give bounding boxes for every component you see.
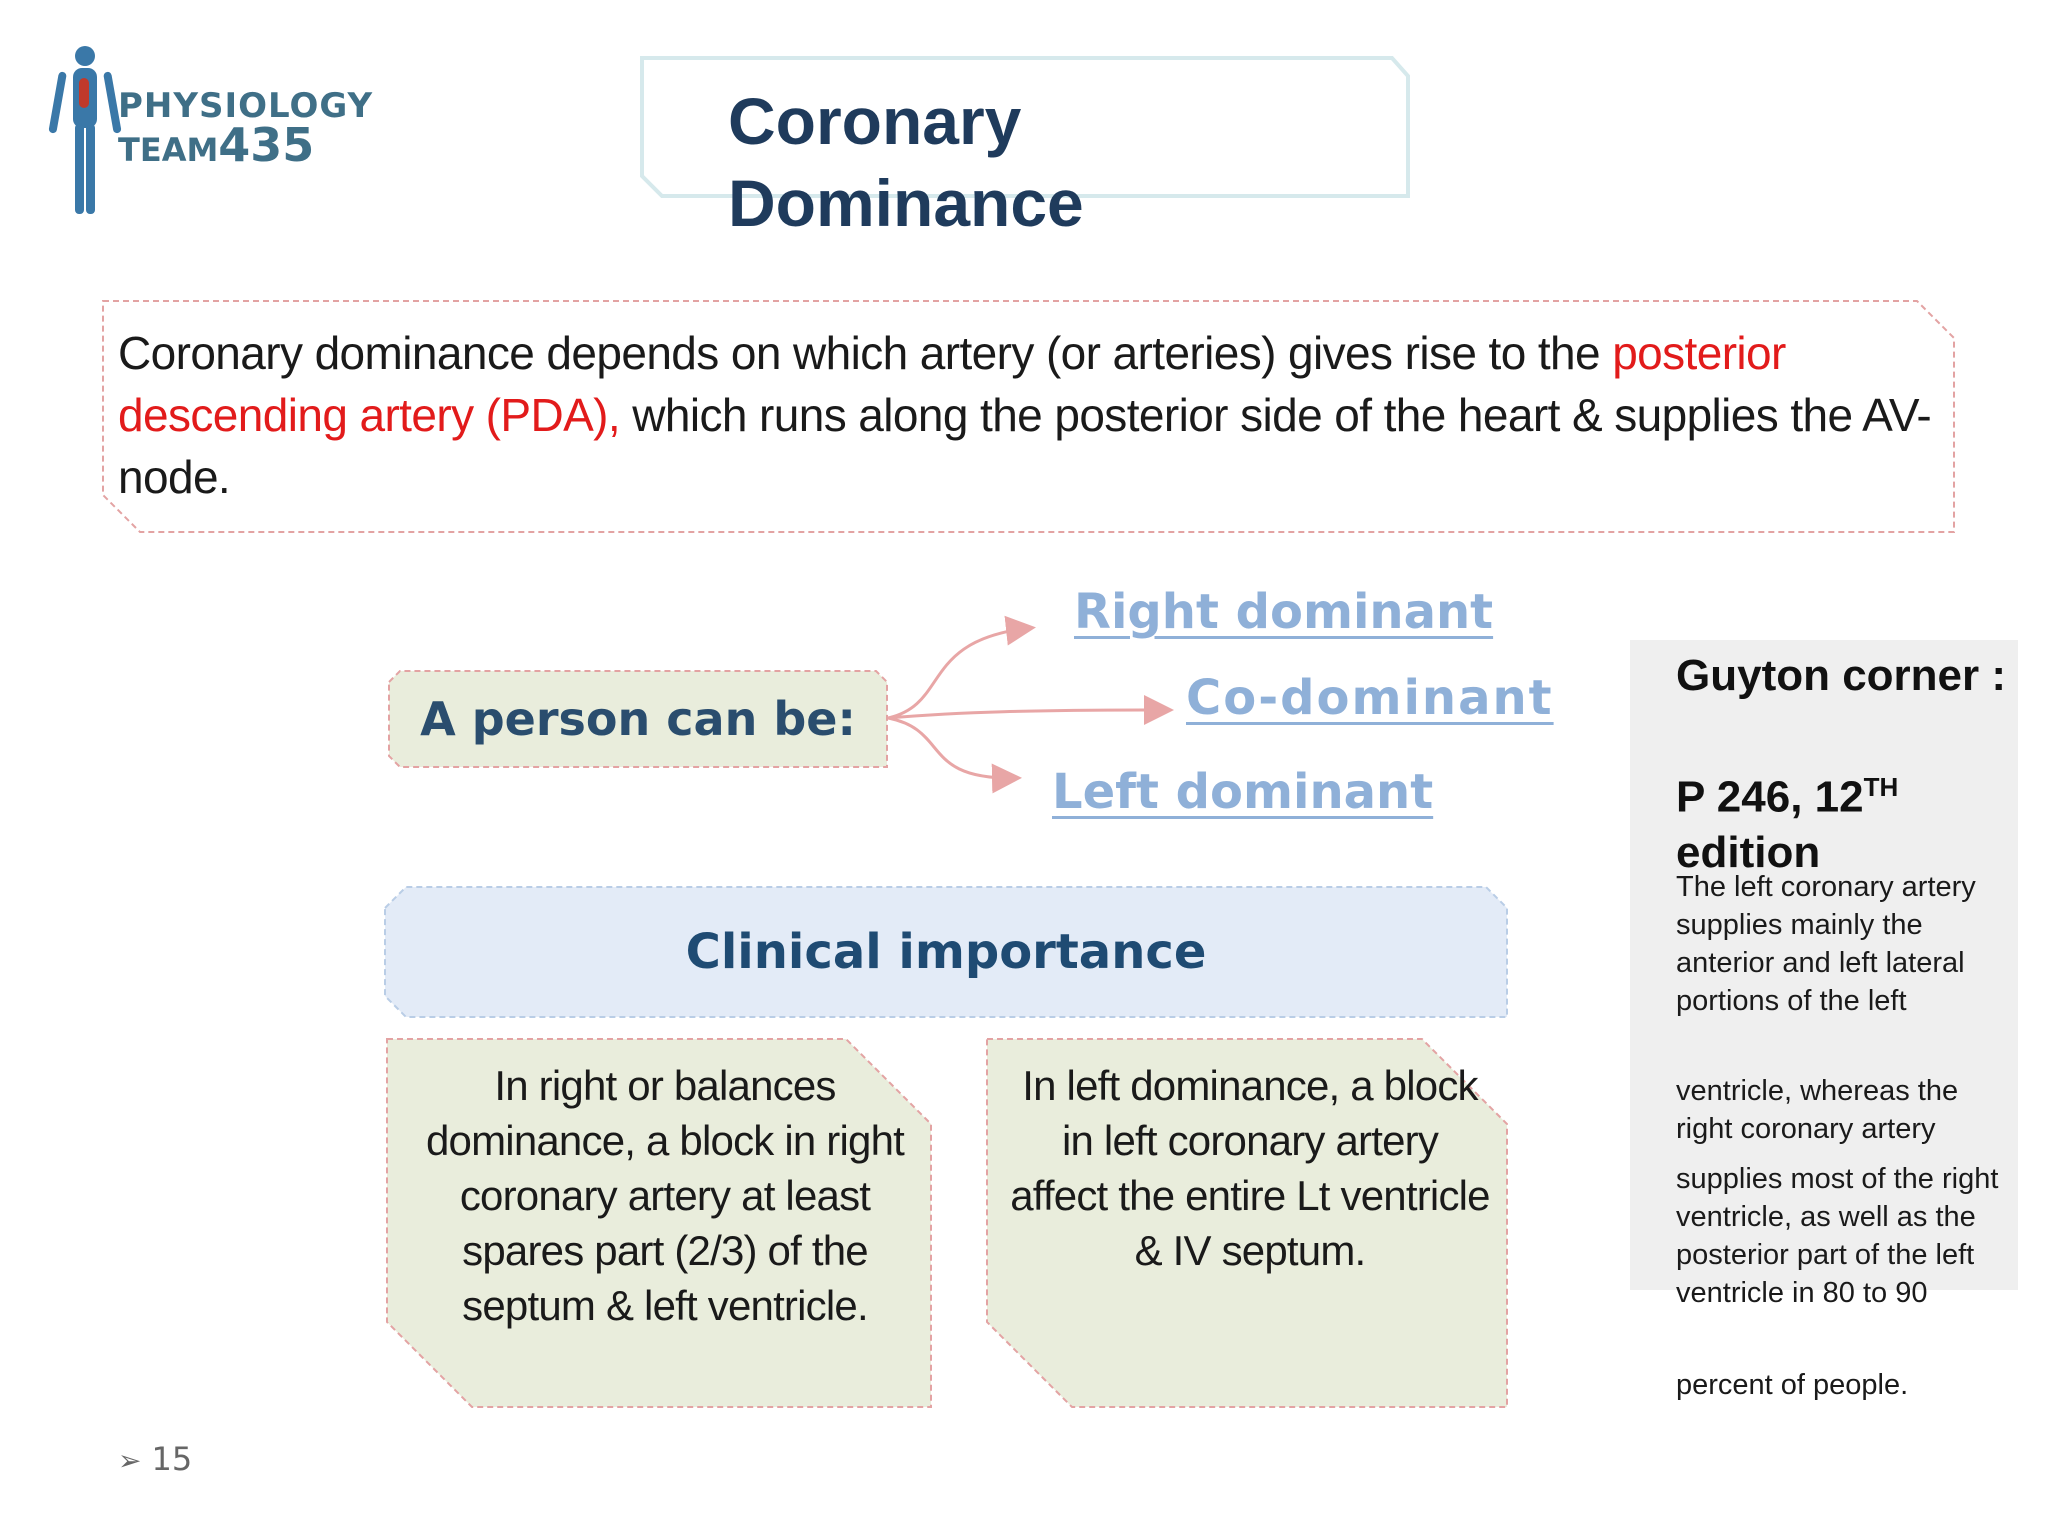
guyton-text-2: ventricle, whereas the right coronary artery <box>1676 1075 1959 1145</box>
human-body-icon <box>48 46 121 214</box>
left-dominant-link[interactable]: Left dominant <box>1052 764 1434 820</box>
guyton-text-1: The left coronary artery supplies mainly the anterior and left lateral portions of the left <box>1676 871 1976 1017</box>
page-number: ➢ 15 <box>118 1440 193 1478</box>
person-can-be-label: A person can be: <box>420 692 856 746</box>
pda-highlight: posterior descending artery (PDA), <box>118 327 1786 441</box>
co-dominant-link[interactable]: Co-dominant <box>1186 670 1554 726</box>
bullet-arrow-icon: ➢ <box>118 1444 142 1477</box>
guyton-page-reference: P 246, 12TH edition <box>1676 772 1899 877</box>
guyton-text-4: percent of people. <box>1676 1369 1909 1401</box>
logo-text-physiology: PHYSIOLOGY <box>118 86 374 126</box>
left-dominance-note: In left dominance, a block in left coronary artery affect the entire Lt ventricle & IV septum. <box>1010 1062 1490 1274</box>
right-dominance-note: In right or balances dominance, a block in right coronary artery at least spares part (2/3) of the septum & left ventricle. <box>425 1062 904 1329</box>
guyton-corner-title: Guyton corner : <box>1676 651 2007 700</box>
right-dominant-link[interactable]: Right dominant <box>1074 584 1494 640</box>
page-title: Coronary Dominance <box>728 84 1084 240</box>
guyton-text-3: supplies most of the right ventricle, as well as the posterior part of the left ventricle in 80 to 90 <box>1676 1163 1999 1309</box>
clinical-importance-heading: Clinical importance <box>685 924 1207 980</box>
logo-text-team: TEAM435 <box>118 118 315 172</box>
definition-text: Coronary dominance depends on which artery (or arteries) gives rise to the posterior descending artery (PDA), which runs along the posterior side of the heart & supplies the AV- node. <box>118 327 1932 503</box>
